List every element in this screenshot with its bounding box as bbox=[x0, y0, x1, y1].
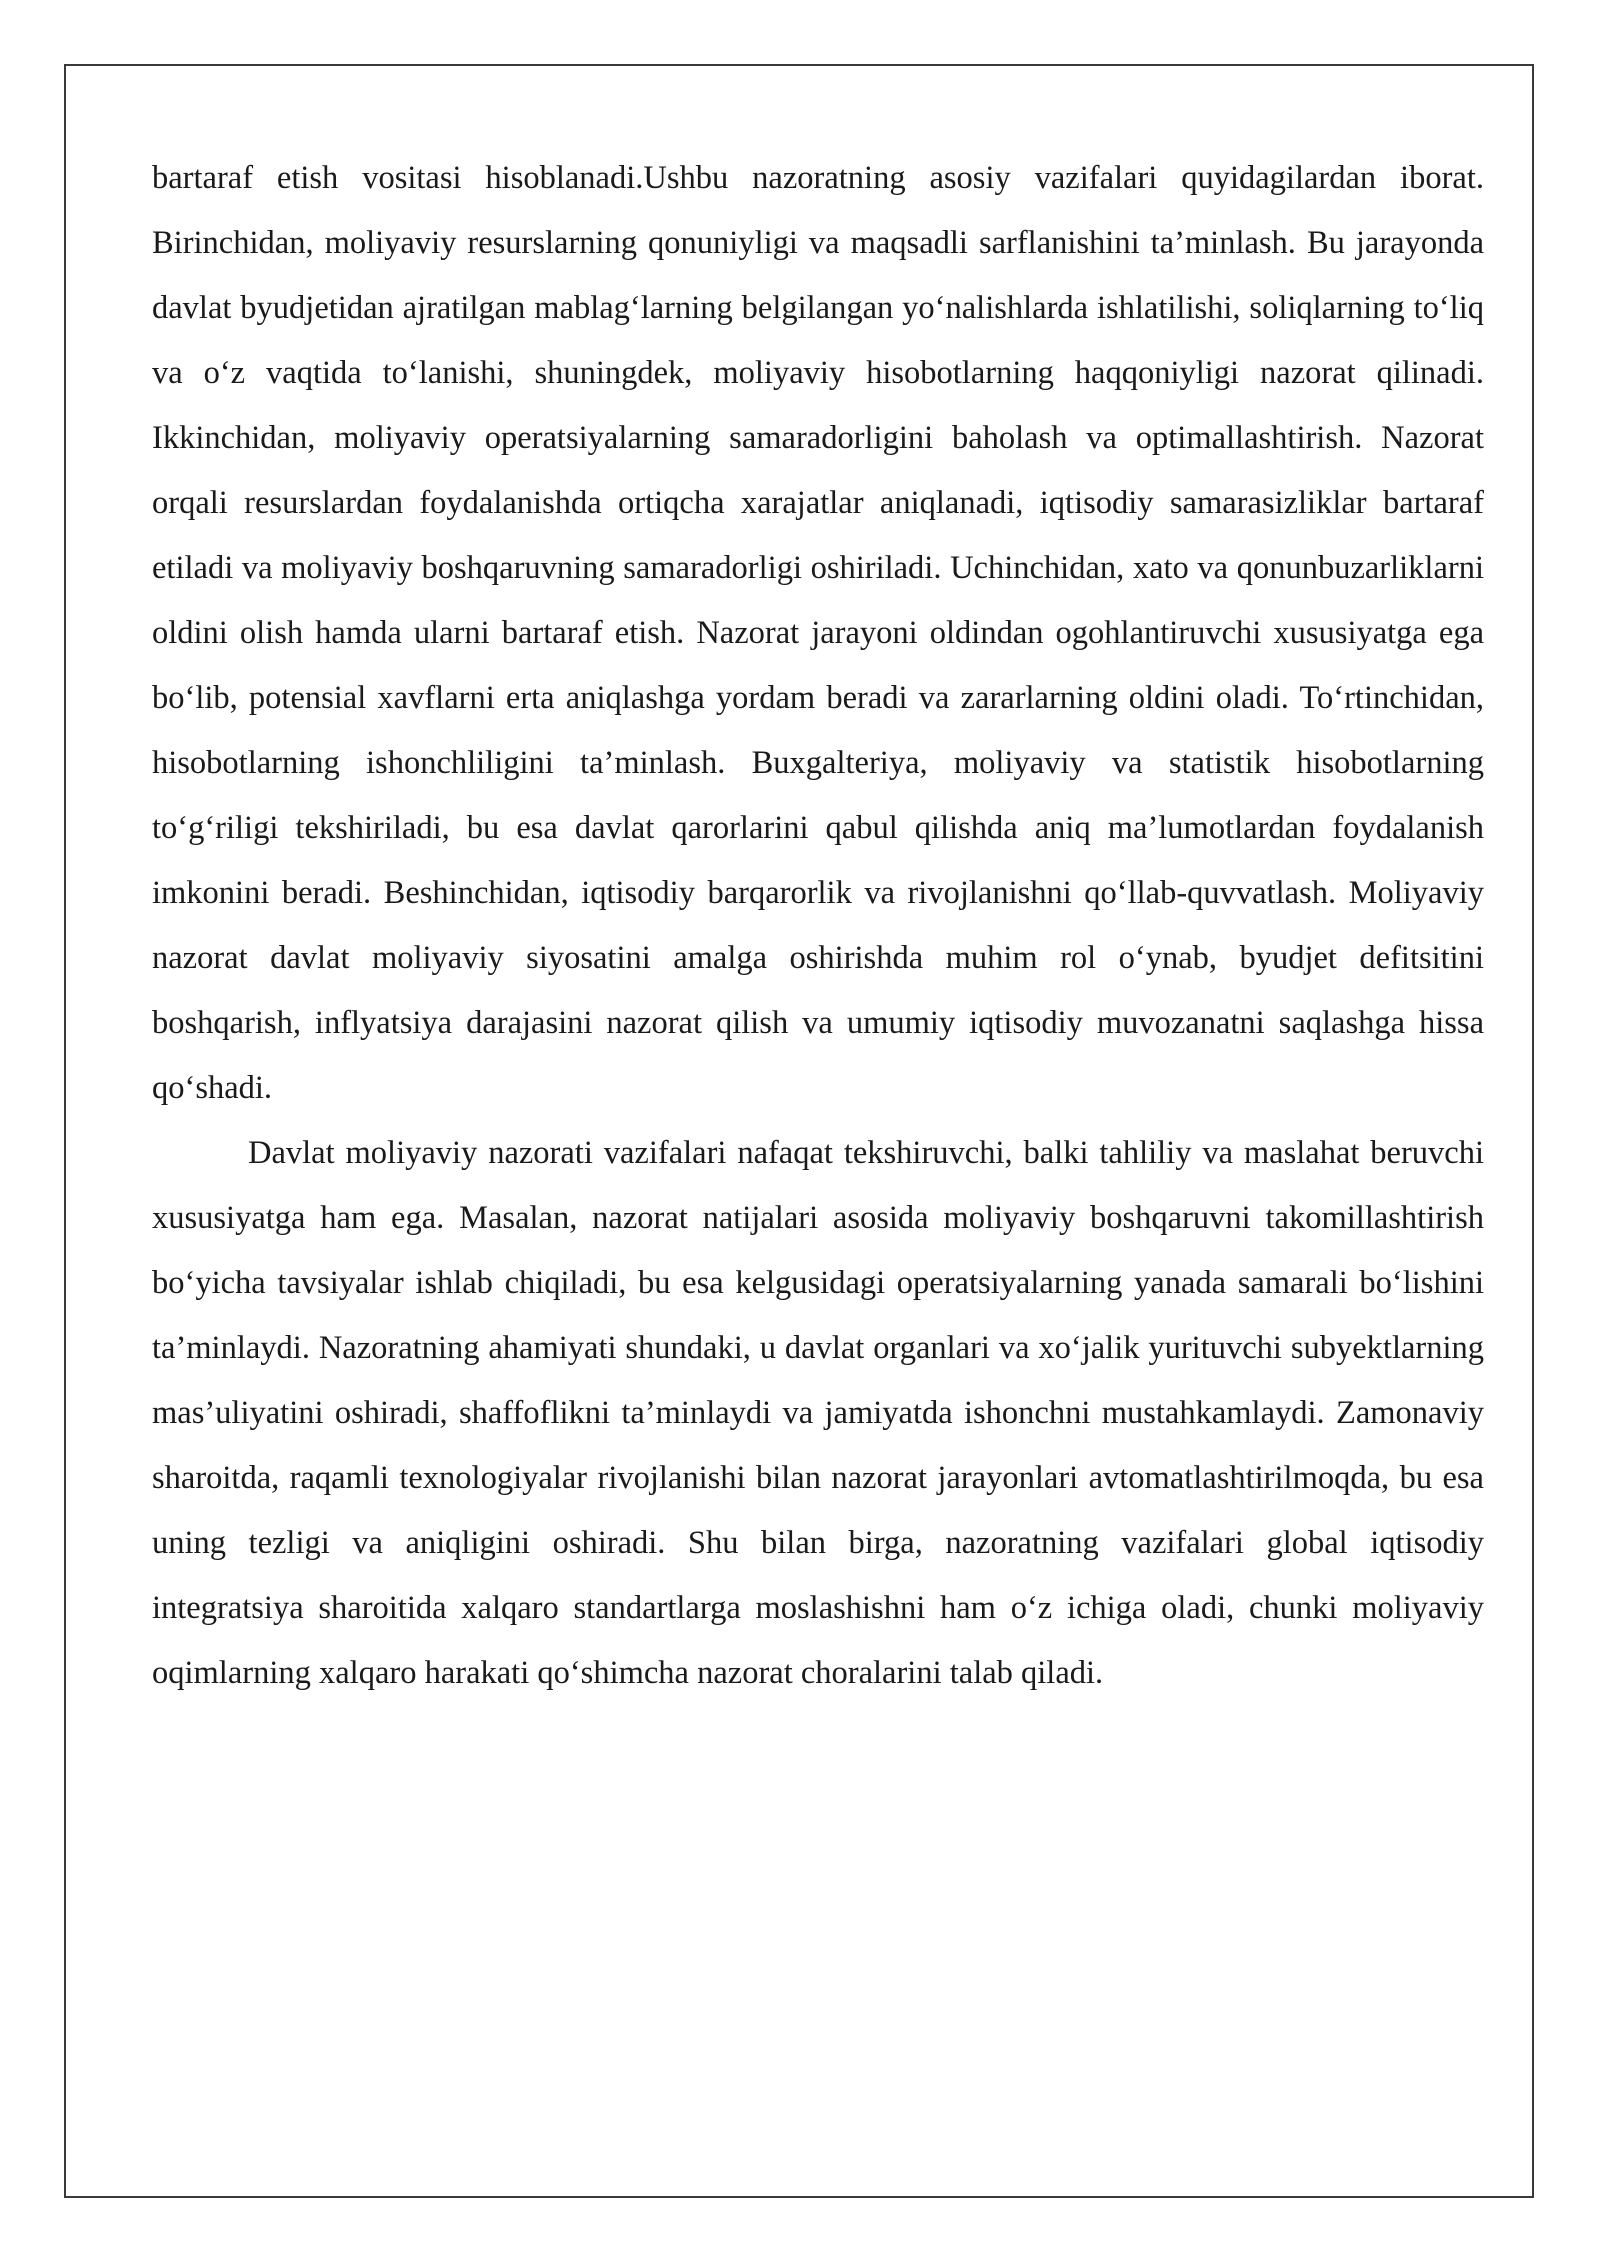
paragraph: Davlat moliyaviy nazorati vazifalari nafaqat tekshiruvchi, balki tahliliy va maslahat beruvchi xususiyatga ham ega. Masalan, nazorat natijalari asosida moliyaviy boshqaruvni takomillashtirish bo‘yicha tavsiyalar ishlab chiqiladi, bu esa kelgusidagi operatsiyalarning yanada samarali bo‘lishini ta’minlaydi. Nazoratning ahamiyati shundaki, u davlat organlari va xo‘jalik yurituvchi subyektlarning mas’uliyatini oshiradi, shaffoflikni ta’minlaydi va jamiyatda ishonchni mustahkamlaydi. Zamonaviy sharoitda, raqamli texnologiyalar rivojlanishi bilan nazorat jarayonlari avtomatlashtirilmoqda, bu esa uning tezligi va aniqligini oshiradi. Shu bilan birga, nazoratning vazifalari global iqtisodiy integratsiya sharoitida xalqaro standartlarga moslashishni ham o‘z ichiga oladi, chunki moliyaviy oqimlarning xalqaro harakati qo‘shimcha nazorat choralarini talab qiladi. bbox=[152, 1135, 1484, 1691]
paragraph-continuation: bartaraf etish vositasi hisoblanadi.Ushbu nazoratning asosiy vazifalari quyidagilardan iborat. Birinchidan, moliyaviy resurslarning qonuniyligi va maqsadli sarflanishini ta’minlash. Bu jarayonda davlat byudjetidan ajratilgan mablag‘larning belgilangan yo‘nalishlarda ishlatilishi, soliqlarning to‘liq va o‘z vaqtida to‘lanishi, shuningdek, moliyaviy hisobotlarning haqqoniyligi nazorat qilinadi. Ikkinchidan, moliyaviy operatsiyalarning samaradorligini baholash va optimallashtirish. Nazorat orqali resurslardan foydalanishda ortiqcha xarajatlar aniqlanadi, iqtisodiy samarasizliklar bartaraf etiladi va moliyaviy boshqaruvning samaradorligi oshiriladi. Uchinchidan, xato va qonunbuzarliklarni oldini olish hamda ularni bartaraf etish. Nazorat jarayoni oldindan ogohlantiruvchi xususiyatga ega bo‘lib, potensial xavflarni erta aniqlashga yordam beradi va zararlarning oldini oladi. To‘rtinchidan, hisobotlarning ishonchliligini ta’minlash. Buxgalteriya, moliyaviy va statistik hisobotlarning to‘g‘riligi tekshiriladi, bu esa davlat qarorlarini qabul qilishda aniq ma’lumotlardan foydalanish imkonini beradi. Beshinchidan, iqtisodiy barqarorlik va rivojlanishni qo‘llab-quvvatlash. Moliyaviy nazorat davlat moliyaviy siyosatini amalga oshirishda muhim rol o‘ynab, byudjet defitsitini boshqarish, inflyatsiya darajasini nazorat qilish va umumiy iqtisodiy muvozanatni saqlashga hissa qo‘shadi. bbox=[152, 160, 1484, 1106]
document-body bbox=[152, 146, 1484, 1706]
